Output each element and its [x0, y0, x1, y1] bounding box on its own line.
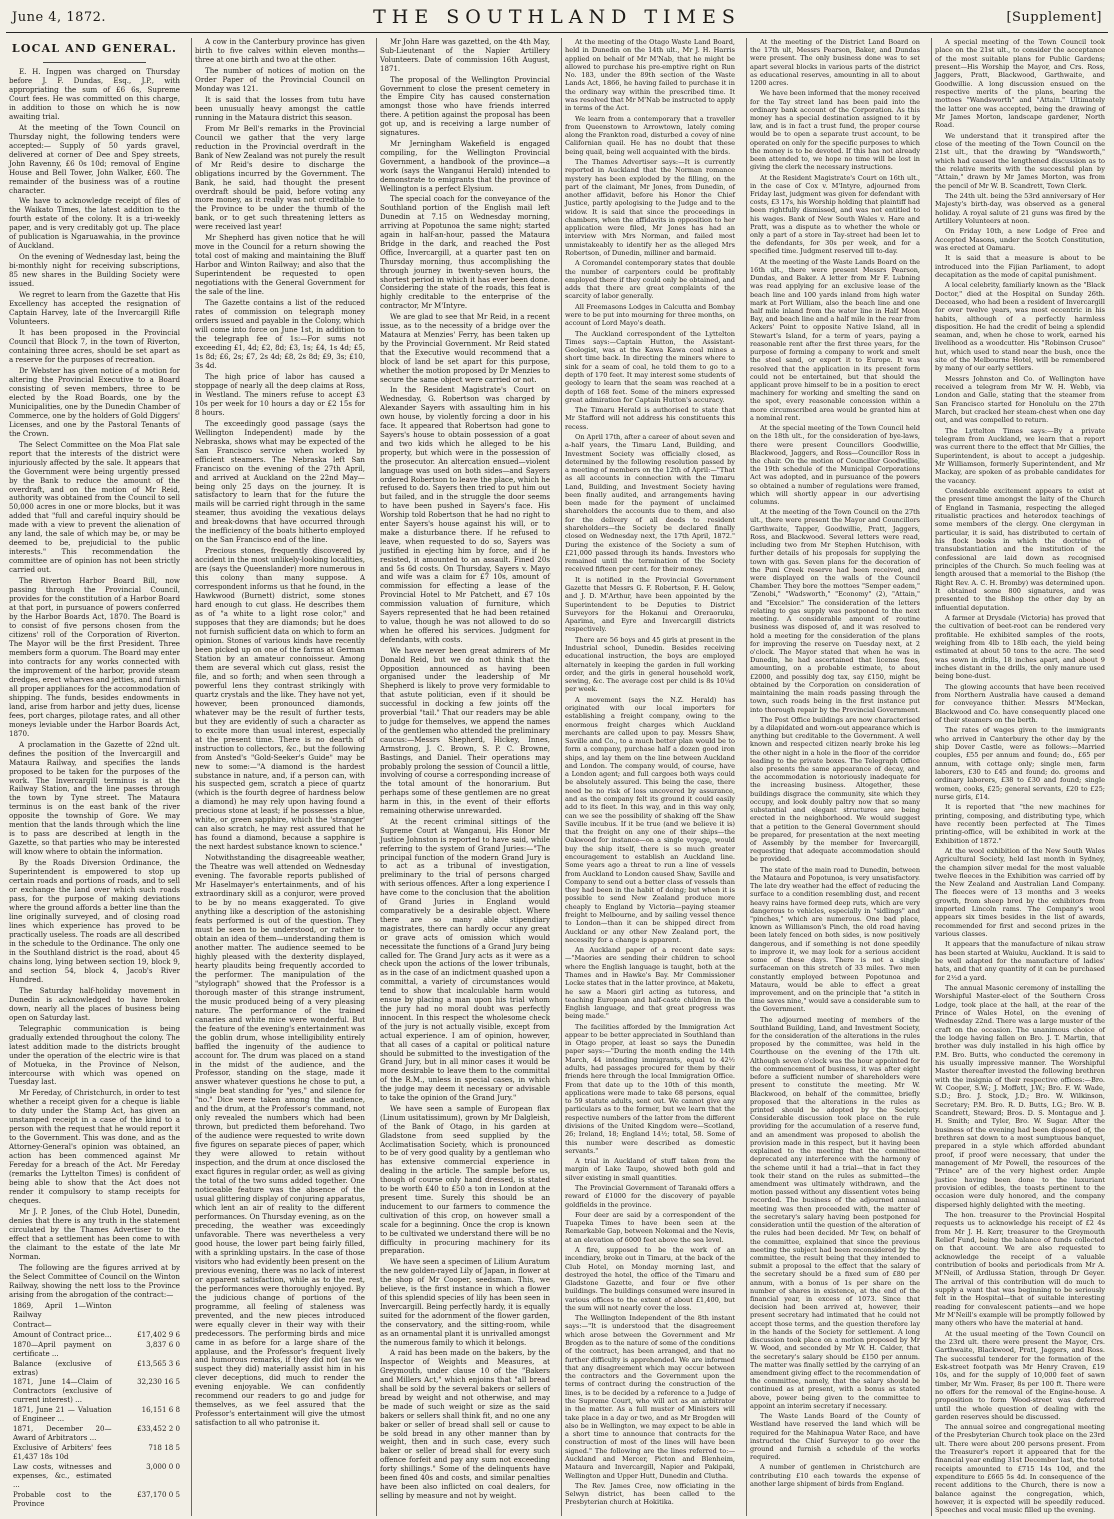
table-item: 1871, June 14—Claim of Contractors (exclusive of current interest) ...	[13, 1377, 112, 1405]
article-paragraph: The annual Masonic ceremony of installing the Worshipful Master-elect of the Southern Cross Lodge, took place at the hall, at the rear of the Prince of Wales Hotel, on the evening of Wednesday 22nd. There was a large muster of the craft on the occasion. The unanimous choice of the lodge having fallen on Bro. J. T. Martin, that brother was duly installed in his high office by P.M. Bro. Butts, who conducted the ceremony in his usually impressive manner. The Worshipful Master thereafter invested the following brethren with the insignia of their respective offices:—Bro. W. Cooper, S.W.; J. Moffett, J.W.; Bro. F. W. Wade, S.D.; Bro. J. Stock, J.D.; Bro. W. Wilkinson, Secretary; P.M. Bro. R. D. Butts, I.G.; Bro. W. B. Scandrett, Steward; Bros. D. S. Montague and J. H. Smith; and Tyler, Bro. W. Sugar. After the business of the evening had been disposed of, the brethren sat down to a most sumptuous banquet, prepared in a style which afforded abundant proof, if proof were necessary, that under the management of Mr Powell, the resources of the "Prince" are of the very highest order. Ample justice having been done to the luxuriant provision of edibles, the toasts pertinent to the occasion were duly honored, and the company dispersed highly delighted with the meeting.	[935, 984, 1105, 1209]
article-paragraph: At the meeting of the Town Council on Thursday night, the following tenders were accepted:— Supply of 50 yards gravel, delivered at corner of Dee and Spey streets, John Ravenny, £6 0s 10d; removal of Engine House and Bell Tower, John Walker, £60. The remainder of the business was of a routine character.	[9, 122, 180, 195]
section-heading: LOCAL AND GENERAL.	[11, 42, 178, 55]
article-paragraph: Considerable excitement appears to exist at the present time amongst the laity of the Church of England in Tasmania, respecting the alleged ritualistic practices and heterodox teachings of some members of the clergy. One clergyman in particular, it is said, has distributed to certain of his flock books in which the doctrine of transubstantiation and the institution of the confessional are laid down as recognised principles of the Church. So much feeling was at length aroused that a memorial to the Bishop (the Right Rev. A. C. H. Bromby) was determined upon. It obtained some 800 signatures, and was presented to the Bishop the other day by an influential deputation.	[935, 487, 1105, 612]
article-paragraph: The number of notices of motion on the Order Paper of the Provincial Council on Monday was 121.	[195, 65, 365, 93]
paragraph-list	[565, 38, 735, 1507]
article-paragraph: The proposal of the Wellington Provincial Government to close the present cemetery in the Empire City has caused consternation amongst those who have friends interred there. A petition against the proposal has been got up, and is receiving a large number of signatures.	[380, 74, 550, 138]
newspaper-title: THE SOUTHLAND TIMES	[373, 6, 741, 28]
table-amount: 16,151 6 8	[141, 1405, 180, 1415]
article-paragraph: A cow in the Canterbury province has given birth to five calves within eleven months—three at one birth and two at the other.	[195, 38, 365, 64]
article-paragraph: Telegraphic communication is being gradually extended throughout the colony. The latest addition made to the districts brought under the operation of the electric wire is that of Motueka, in the Province of Nelson, intercourse with which was opened on Tuesday last.	[9, 1023, 180, 1087]
article-paragraph: The exceedingly good passage (says the Wellington Independent) made by the Nebraska, shows what may be expected of the San Francisco service when worked by efficient steamers. The Nebraska left San Francisco on the evening of the 27th April, and arrived at Auckland on the 22nd May—being only 25 days on the journey. It is satisfactory to learn that for the future the mails will be carried right through in the same steamer, thus avoiding the vexatious delays and break-downs that have occurred through the inefficiency of the boats hitherto employed on the San Francisco end of the line.	[195, 418, 365, 545]
article-paragraph: A fire, supposed to be the work of an incendiary, broke out in Timaru, at the back of the Club Hotel, on Monday morning last, and destroyed the hotel, the office of the Timaru and Gladstone Gazette, and four or five other buildings. The buildings consumed were insured in various offices to the extent of about £1,400, but the sum will not nearly cover the loss.	[565, 1245, 735, 1312]
table-item: Exclusive of Arbiters' fees £1,437 18s 10d	[13, 1443, 112, 1462]
article-paragraph: The Riverton Harbor Board Bill, now passing through the Provincial Council, provides for the constitution of a Harbor Board at that port, in pursuance of powers conferred by the Harbor Boards Act, 1870. The Board is to consist of five persons chosen from the citizens' roll of the Corporation of Riverton. The Mayor will be the first President. Three members form a quorum. The Board may enter into contracts for any works connected with the improvement of the harbor, provide steam dredges, erect wharves and jetties, and furnish all proper appliances for the accommodation of shipping. The funds, besides endowments in land, arise from harbor and jetty dues, license fees, port charges, pilotage rates, and all other moneys leviable under the Harbor Boards Act, 1870.	[9, 576, 180, 738]
table-row	[9, 1378, 180, 1406]
table-amount: £37,170 0 5	[137, 1490, 180, 1500]
column-3	[376, 38, 553, 1516]
paragraph-list	[9, 68, 180, 1300]
article-paragraph: The annual soiree and congregational meeting of the Presbyterian Church took place on the 23rd ult. There were about 200 persons present. From the Treasurer's report it appeared that for the financial year ending 31st December last, the total receipts amounted to £715 14s 10d, and the expenditure to £665 5s 4d. In consequence of the recent additions to the Church, there is now a balance against the congregation, which, however, it is expected will be speedily reduced. Speeches and vocal music filled up the evening.	[935, 1423, 1106, 1515]
article-paragraph: At the Resident Magistrate's Court on 16th ult., in the case of Cox v. M'Intyre, adjourned from Friday last, judgment was given for defendant with costs, £3 17s, his Worship holding that plaintiff had been rightfully dismissed, and was not entitled to his wages. Bank of New South Wales v. Hare and Pratt, was a dispute as to whether the whole or only a part of a store in Tay-street had been let to the defendants, for 30s per week, and for a specified time. Judgment reserved till to-day.	[750, 173, 920, 256]
article-paragraph: We have never been great admirers of Mr Donald Reid, but we do not think that the Opposition announced as having been organised under the leadership of Mr Shepherd is likely to prove very formidable to that astute politician, even if it should be successful in docking a few joints off the proverbial "tail." That our readers may be able to judge for themselves, we append the names of the gentlemen who attended the preliminary caucus:—Messrs Shepherd, Hickey, Innes, Armstrong, J. C. Brown, S. P. C. Browne, Bastings, and Daniel. Their operations may probably prolong the session of Council a little, involving of course a corresponding increase of the total amount of the honorarium. But perhaps some of these gentlemen are no great harm in this, in the event of their efforts remaining otherwise unrewarded.	[380, 645, 550, 816]
article-paragraph: Messrs Johnston and Co. of Wellington have received a telegram from Mr W. H. Webb, via London and Galle, stating that the steamer from San Francisco started for Honolulu on the 27th March, but cracked her steam-chest when one day out, and was compelled to return.	[935, 374, 1105, 425]
article-paragraph: At the meeting of the Town Council on the 27th ult., there were present the Mayor and Councillors Garthwaite, Tapper, Goodwillie, Pratt, Jaggers, Ross, and Blackwood. Several letters were read, including two from Mr Stephen Hutchison, with further details of his proposals for supplying the town with gas. Seven plans for the decoration of the Puni Creek reserve had been received, and were displayed on the walls of the Council Chamber. They bore the mottoes "Semper eadem," "Zenobi," "Wadsworth," "Economy" (2), "Attain," and "Excelsior." The consideration of the letters relating to gas supply was postponed to the next meeting. A considerable amount of routine business was disposed of, and it was resolved to hold a meeting for the consideration of the plans for improving the reserve on Tuesday next, at 2 o'clock. The Mayor stated that when he was in Dunedin, he had ascertained that license fees, amounting, on a probable estimate, to about £2000, and possibly dog tax, say £150, might be obtained by the Corporation on consideration of maintaining the main roads passing through the town, such roads being in the first instance put into thorough repair by the Provincial Government.	[750, 508, 920, 714]
article-paragraph: The facilities afforded by the Immigration Act appear to be better appreciated in Southland than in Otago proper, at least so says the Dunedin paper says:—"During the month ending the 14th March, 44 intending immigrants, equal to 42½ adults, had passages procured for them by their friends here through the local Immigration Office. From that date up to the 10th of this month, applications were made to take 68 persons, equal to 59 statute adults, sent out. We cannot give any particulars as to the former, but we learn that the respective numbers of the latter from the different divisions of the United Kingdom were—Scotland, 26; Ireland, 18; England 14½; total, 58. Some of this number were described as domestic servants."	[565, 1022, 735, 1155]
issue-date: June 4, 1872.	[12, 10, 107, 25]
table-amount: £33,452 2 0	[137, 1424, 180, 1434]
article-paragraph: We understand that it transpired after the close of the meeting of the Town Council on the 21st ult., that the drawing by "Wandsworth," which had caused the lengthened discussion as to the relative merits with the successful plan by "Attain," drawn by Mr James Morton, was from the pencil of Mr W. B. Scandrett, Town Clerk.	[935, 131, 1105, 190]
table-item: 1869, April 1—Winton Railway	[13, 1300, 112, 1319]
article-paragraph: We learn from a contemporary that a traveller from Queenstown to Arrowtown, lately coming along the Frankton road, disturbed a covey of nine Californian quail. He has no doubt that these being quail, being well acquainted with the birds.	[565, 114, 735, 156]
article-paragraph: A number of gentlemen in Christchurch are contributing £10 each towards the expense of another large shipment of birds from England.	[750, 1463, 920, 1488]
supplement-label: [Supplement]	[1006, 10, 1102, 25]
article-paragraph: We have to acknowledge receipt of files of the Waikato Times, the latest addition to the fourth estate of the colony. It is a tri-weekly paper, and is very creditably got up. The place of publication is Ngaruawahia, in the province of Auckland.	[9, 196, 180, 251]
article-paragraph: From Mr Bell's remarks in the Provincial Council we gather that the very large reduction in the Provincial overdraft in the Bank of New Zealand was not purely the result of Mr Reid's desire to discharge the obligations incurred by the Government. The Bank, he said, had thought the present overdraft should be paid, before voting any more money, as it really was not creditable to the Province to be under the thumb of the bank, or to get such threatening letters as were received last year!	[195, 123, 365, 232]
paragraph-list	[935, 38, 1105, 1515]
article-paragraph: At the wool exhibition of the New South Wales Agricultural Society, held last month in Sydney, the champion silver medal for the most valuable twelve fleeces in the Exhibition was carried off by the New Zealand and Australian Land Company. The fleeces were of 13 months and 3 weeks growth, from sheep bred by the exhibitors from imported Lincoln rams. The Company's wool appears six times besides in the list of awards, recommended for first and second prizes in the various classes.	[935, 846, 1105, 939]
article-paragraph: In the Resident Magistrate's Court on Wednesday, G. Robertson was charged by Alexander Sayers with assaulting him in his own house, by violently forcing a door in his face. It appeared that Robertson had gone to Sayers's house to obtain possession of a goat and two kids which he alleged to be his property, but which were in the possession of the prosecutor. An altercation ensued—violent language was used on both sides—and Sayers ordered Robertson to leave the place, which he refused to do. Sayers then tried to put him out but failed, and in the struggle the door seems to have been pushed in Sayers's face. His Worship told Robertson that he had no right to enter Sayers's house against his will, or to make a disturbance there. If he refused to leave, when requested to do so, Sayers was justified in ejecting him by force, and if he resisted, it amounted to an assault. Fined 20s and 5s 6d costs. On Thursday, Sayers v. Mayo and wife was a claim for £7 10s, amount of commission for effecting a lease of the Provincial Hotel to Mr Patchett, and £7 10s commission valuation of furniture, which Sayers represented that he had been retained to value, though he was not allowed to do so when he offered his services. Judgment for defendants, with costs.	[380, 385, 550, 644]
article-paragraph: Four deer are said by a correspondent of the Tuapeka Times to have been seen at the Remarkable Gap, between Nokomai and the Nevis, at an elevation of 6000 feet above the sea level.	[565, 1210, 735, 1244]
table-item: 1870—April payment on certificate ...	[13, 1339, 112, 1358]
article-paragraph: The special coach for the conveyance of the Southland portion of the English mail left Dunedin at 7.15 on Wednesday morning, arriving at Popotunoa the same night; started again in half-an-hour, passed the Mataura Bridge in the dark, and reached the Post Office, Invercargill, at a quarter past ten on Thursday morning, thus accomplishing the through journey in twenty-seven hours, the shortest period in which it has ever been done. Considering the state of the roads, this feat is highly creditable to the enterprise of the contractor, Mr M'Intyre.	[380, 194, 550, 311]
article-paragraph: A movement (says the N.Z. Herald) has originated with our local importers for establishing a freight company, owing to the enormous freight charges which Auckland merchants are called upon to pay. Messrs Shaw, Saville and Co., to a much better plan would be to form a company, purchase half a dozen good iron ships, and lay them on the line between Auckland and London. The company would, of course, have a London agent; and full cargoes both ways could be absolutely assured. This being the case, there need be no risk of loss uncovered by assurance, and as the company felt its ground it could easily add to its fleet. In this way, and in this way only, can we see the possibility of shaking off the Shaw Saville incubus. If it be true (and we believe it is) that the freight on any one of their ships—the Oakwood for instance—on a single voyage, would buy the ship itself, there is so much greater encouragement to establish an Auckland line. Some years ago a threat to run a line of vessels from Auckland to London caused Shaw, Saville and Company to send out a better class of vessels than they had been in the habit of doing; but when it is possible to send New Zealand produce more cheaply to England by Victoria—paying steamer freight to Melbourne, and by sailing vessel thence to London—than it can be shipped direct from Auckland or any other New Zealand port, the necessity for a change is apparent.	[565, 695, 735, 944]
article-paragraph: Mr J. P. Jones, of the Club Hotel, Dunedin, denies that there is any truth in the statement circulated by the Thames Advertiser to the effect that a settlement has been come to with the claimant to the estate of the late Mr Norman.	[9, 1207, 180, 1261]
table-item: Law costs, witnesses and expenses, &c., estimated ...	[13, 1462, 112, 1490]
article-paragraph: On April 17th, after a career of about seven and a-half years, the Timaru Land, Building, and Investment Society was officially closed, as determined by the following resolution passed by a meeting of members on the 12th of April:—"That as all accounts in connection with the Timaru Land, Building, and Investment Society having been finally audited, and arrangements having been made for the payment of unclaimed shareholders the accounts due to them, and also for the delivery of all deeds to resident shareholders—the Society be declared finally closed on Wednesday next, the 17th April, 1872." During the existence of the Society a sum of £21,000 passed through its hands. Investors who remained until the termination of the Society received fifteen per cent. for their money.	[565, 432, 735, 574]
article-paragraph: A Coromandel contemporary states that double the number of carpenters could be profitably employed there if they could only be obtained, and adds that there are great complaints of the scarcity of labor generally.	[565, 259, 735, 301]
table-amount: 32,230 16 5	[137, 1377, 180, 1387]
heading-rule	[43, 62, 146, 63]
table-item: Probable cost to the Province	[13, 1490, 112, 1509]
article-paragraph: A trial in Auckland of stuff taken from the margin of Lake Taupo, showed both gold and silver existing in small quantities.	[565, 1157, 735, 1182]
table-amount	[112, 1302, 180, 1321]
table-item: 1871, December 20—Award of Arbitrators ...	[13, 1424, 112, 1443]
paragraph-list	[195, 38, 365, 1428]
article-paragraph: The rates of wages given to the immigrants who arrived in Canterbury the other day by the ship Dover Castle, were as follows:—Married couples, £55 per annum and found; do., £65 per annum, with cottage only; single men, farm laborers, £30 to £45 and found; do. grooms and ordinary laborers, £38 to £30 and found; single women, cooks, £25; general servants, £20 to £25; nurse girls, £14.	[935, 726, 1105, 801]
table-amount: 3,000 0 0	[146, 1462, 180, 1472]
table-amount: 718 18 5	[148, 1443, 180, 1453]
article-paragraph: The Wellington Independent of the 8th instant says:—"It is understood that the disagreement which arose between the Government and Mr Brogden as to the nature of some of the conditions of the contract, has been arranged, and that no further difficulty is apprehended. We are informed that any disagreement which may occur between the contractors and the Government upon the terms of contract during the construction of the lines, is to be decided by a reference to a Judge of the Supreme Court, who will act as an arbitrator in the matter. As a full muster of Ministers will take place in a day or two, and as Mr Brogden will also be in Wellington, we may expect to be able in a short time to announce that contracts for the construction of most of the lines will have been signed." The following are the lines referred to:—Auckland and Mercer, Picton and Blenheim, Mataura and Invercargill, Napier and Pakipaki, Wellington and Upper Hutt, Dunedin and Clutha.	[565, 1314, 735, 1480]
article-paragraph: The Saturday half-holiday movement in Dunedin is acknowledged to have broken down, nearly all the places of business being open on Saturday last.	[9, 985, 180, 1022]
table-item: 1871, June 21 — Valuation of Engineer ...	[13, 1405, 112, 1424]
article-paragraph: A proclamation in the Gazette of 22nd ult. defines the position of the Invercargill and Mataura Railway, and specifies the lands proposed to be taken for the purposes of the work. The Invercargill terminus is at the Railway Station, and the line passes through the town by Tyne street. The Mataura terminus is on the east bank of the river opposite the township of Gore. We may mention that the lands through which the line is to pass are described at length in the Gazette, so that parties who may be interested will know where to obtain the information.	[9, 739, 180, 857]
article-paragraph: The Auckland correspondent of the Lyttelton Times says:—Captain Hutton, the Assistant-Geologist, was at the Kawa Kawa coal mines a short time back. In directing the miners where to sink for a seam of coal, he told them to go to a depth of 170 feet. It may interest some students of geology to learn that the seam was reached at a depth of 168 feet. Some of the miners expressed great admiration for Captain Hutton's accuracy.	[565, 329, 735, 404]
article-paragraph: It is notified in the Provincial Government Gazette that Messrs G. F. Robertson, F. H. Gelow, and J. D. M'Arthur, have been appointed by the Superintendent to be Deputies to District Surveyors for the Hokanui and Oreraoruku, Aparima, and Eyre and Invercargill districts respectively.	[565, 575, 735, 634]
article-paragraph: It is said that the losses from tutu have been unusually heavy amongst the cattle running in the Mataura district this season.	[195, 94, 365, 122]
article-paragraph: The Post Office buildings are now characterised by a dilapidated and worn-out appearance which is anything but creditable to the Government. A well known and respected citizen nearly broke his leg the other night in a hole in the floor of the corridor leading to the private boxes. The Telegraph Office also presents the same appearance of decay, and the accommodation is notoriously inadequate for the increasing business. Altogether, these buildings disgrace the community, site which they occupy, and look doubly paltry now that so many substantial and elegant structures are being erected in the neighborhood. We would suggest that a petition to the General Government should be prepared, for presentation at the next meeting of Assembly by the member for Invercargill, requesting that adequate accommodation should be provided.	[750, 715, 920, 864]
article-paragraph: We regret to learn from the Gazette that His Excellency has accepted the resignation of Captain Harvey, late of the Invercargill Rifle Volunteers.	[9, 290, 180, 327]
article-paragraph: The Lyttelton Times says:—By a private telegram from Auckland, we learn that a report was current there to the effect that Mr Gillies, the Superintendent, is about to accept a judgeship. Mr Williamson, formerly Superintendent, and Mr Mackay, are spoken of as probable candidates for the vacancy.	[935, 426, 1105, 485]
table-row	[9, 1463, 180, 1491]
article-paragraph: At the special meeting of the Town Council held on the 18th ult., for the consideration of bye-laws, there were present Councillors Goodwillie, Blackwood, Jaggers, and Ross—Councillor Ross in the chair. On the motion of Councillor Goodwillie, the 19th schedule of the Municipal Corporations Act was adopted, and in pursuance of the powers so obtained a number of regulations were framed, which will shortly appear in our advertising columns.	[750, 424, 920, 507]
article-paragraph: The Gazette contains a list of the reduced rates of commission on telegraph money orders issued and payable in the Colony, which will come into force on June 1st, in addition to the telegraph fee of 1s:—For sums not exceeding £1, 4d; £2, 8d; £3, 1s; £4, 1s 4d; £5, 1s 8d; £6, 2s; £7, 2s 4d; £8, 2s 8d; £9, 3s; £10, 3s 4d.	[195, 298, 365, 370]
article-paragraph: At the meeting of the Waste Lands Board on the 16th ult., there were present Messrs Pearson, Dundas, and Baker. A letter from Mr F. Lubning was read applying for an exclusive lease of the beach line and 100 yards inland from high water mark at Port William, also the beach line and one half mile inland from the water line in Half Moon Bay, and beach line and a half mile in the rear from Ackers' Point to opposite Native Island, all in Stewart's Island, for a term of years, paying a reasonable rent after the first three years, for the purpose of forming a company to work and smelt the steel sand, or export it to Europe. It was resolved that the application in its present form could not be entertained, but that should the applicant prove himself to be in a position to erect machinery for working and smelting the sand on the spot, every reasonable concession within a more circumscribed area would be granted him at a nominal rent.	[750, 257, 920, 422]
article-paragraph: On the evening of Wednesday last, being the bi-monthly night for receiving subscriptions, 85 new shares in the Building Society were issued.	[9, 252, 180, 289]
table-item: Contract—	[13, 1319, 52, 1329]
article-paragraph: We have been informed that the money received for the Tay street land has been paid into the ordinary bank account of the Corporation. As this money has a special destination assigned to it by law, and is in fact a trust fund, the proper course would be to open a separate trust account, to be operated on only for the specific purposes to which the money is to be devoted. If this has not already been attended to, we hope no time will be lost in giving the clerk the necessary instructions.	[750, 89, 920, 172]
article-paragraph: The Thames Advertiser says:—It is currently reported in Auckland that the Norman romance mystery has been exploded by the filling, on the part of the claimant, Mr Jones, from Dunedin, of another affidavit, before his Honor the Chief Justice, partly apologising to the Judge and to the widow. It is said that since the proceedings in chambers, when the affidavits in opposition to her application were filed, Mr Jones has had an interview with Mrs Norman, and failed most unmistakeably to identify her as the alleged Mrs Robertson, of Dunedin, milliner and barmaid.	[565, 157, 735, 258]
article-paragraph: A raid has been made on the bakers, by the Inspector of Weights and Measures, at Greymouth, under clause 10 of the "Bakers and Millers Act," which enjoins that "all bread shall be sold by the several bakers or sellers of bread by weight and not otherwise, and may be made of such weight or size as the said bakers or sellers shall think fit, and no one any baker or seller of bread shall sell or cause to be sold bread in any other manner than by weight, then and in such case, every such baker or seller of bread shall for every such offence forfeit and pay any sum not exceeding forty shillings." Some of the delinquents have been fined 40s and costs, and similar penalties have been also inflicted on coal dealers, for selling by measure and not by weight.	[380, 1348, 550, 1500]
article-paragraph: All Freemasons Lodges in Calcutta and Bombay were to be put into mourning for three months, on account of Lord Mayo's death.	[565, 302, 735, 328]
table-row	[9, 1302, 180, 1321]
article-columns	[6, 38, 1108, 1516]
article-paragraph: The 24th ult. being the 53rd anniversary of Her Majesty's birth-day, was observed as a general holiday. A royal salute of 21 guns was fired by the Artillery Volunteers at noon.	[935, 191, 1105, 225]
paragraph-list	[750, 38, 920, 1488]
table-item: Balance (exclusive of extras)	[13, 1358, 112, 1377]
article-paragraph: The state of the main road to Dunedin, between the Mataura and Popotunoa, is very unsatisfactory. The late dry weather had the effect of reducing the surface to a condition resembling dust, and recent heavy rains have formed deep ruts, which are very dangerous to vehicles, especially in "sidlings" and "pinches," which are numerous. One bad place, known as Williamson's Pinch, the old road having been lately fenced on both sides, is now positively dangerous, and if something is not done speedily to improve it, we may look for a serious accident some of these days. There is not a single surfaceman on this stretch of 33 miles. Two men constantly employed between Popotunoa and Mataura, would be able to effect a great improvement, and on the principle that "a stitch in time saves nine," would save a considerable sum to the Government.	[750, 865, 920, 1014]
article-paragraph: The adjourned meeting of members of the Southland Building, Land, and Investment Society, for the consideration of the alterations in the rules proposed by the committee, was held in the Courthouse on the evening of the 17th ult. Although seven o'clock was the hour appointed for the commencement of business, it was after eight before a sufficient number of shareholders were present to constitute the meeting. Mr W. Blackwood, on behalf of the committee, briefly proposed that the alterations in the rules as printed should be adopted by the Society. Considerable discussion took place on the rule providing for the accumulation of a reserve fund, and an amendment was proposed to abolish the provision made in this respect, but it having been explained to the meeting that the committee deprecated any interference with the harmony of the scheme until it had a trial—that in fact they took their stand on the rules as submitted—the amendment was ultimately withdrawn, and the motion passed without any dissentient votes being recorded. The business of the adjourned annual meeting was then proceeded with, the matter of the secretary's salary having been postponed for consideration until the question of the alteration of the rules had been decided. Mr Tew, on behalf of the committee, explained that since the previous meeting the subject had been reconsidered by the committee, the result being that they intended to submit a proposal to the effect that the salary of the secretary should be a fixed sum of £80 per annum, with a bonus of 1s per share on the number of shares in existence, at the end of the financial year, in excess of 1073. Since that decision had been arrived at, however, their present secretary had intimated that he could not accept those terms, and the question therefore lay in the hands of the Society for settlement. A long discussion took place on a motion proposed by Mr W. Wood, and seconded by Mr W. H. Calder, that the secretary's salary should be £150 per annum. The matter was finally settled by the carrying of an amendment giving effect to the recommendation of the committee, namely, that the salary should be continued as at present, with a bonus as stated above, power being given to the committee to appoint an interim secretary if necessary.	[750, 1015, 920, 1410]
column-2	[191, 38, 368, 1516]
column-5	[746, 38, 923, 1516]
table-item: Amount of Contract price...	[13, 1329, 112, 1339]
article-paragraph: It is said that a measure is about to be introduced into the Fijian Parliament, to adopt decapitation as the mode of capital punishment.	[935, 254, 1105, 279]
article-paragraph: Precious stones, frequently discovered by accident in the most unlikely-looking localities, are (says the Queenslander) more numerous in this colony than many suppose. A correspondent informs us that he found, in the Hawkwood (Burnett) district, some stones hard enough to cut glass. He describes them as of "a white to a light rose color," and supposes that they are diamonds; but he does not furnish sufficient data on which to form an opinion. Stones of various kinds have recently been picked up on one of the farms at German Station by an amateur connoisseur. Among them are several which cut glass, resist the file, and so forth; and when seen through a powerful lens they contrast strikingly with quartz crystals and the like. They have not yet, however, been pronounced diamonds, whatever may be the result of further tests, but they are evidently of such a character as to excite more than usual interest, especially at the present time. There is no dearth of instruction to collectors, &c., but the following from Ansted's "Gold-Seeker's Guide" may be new to some:—"A diamond is the hardest substance in nature, and, if a person can, with his suspected gem, scratch a piece of quartz (which is the fourth degree of hardness below a diamond) he may rely upon having found a precious stone at least; if he possesses a blue, white, or green sapphire, which the 'stranger' can also scratch, he may rest assured that he has found a diamond, because a sapphire is the next hardest substance known to science."	[195, 546, 365, 852]
article-paragraph: An Auckland paper of a recent date says:—"Maories are sending their children to school where the English language is taught, both at the Thames and in Hawke's Bay. Mr Commissioner Locke states that in the latter province, at Maketu, he saw a Maori girl acting as tutoress, and teaching European and half-caste children in the English language, and that great progress was being made."	[565, 946, 735, 1021]
article-paragraph: A local celebrity, familiarly known as the "Black Doctor," died at the Hospital on Sunday 26th. Deceased, who had been a resident of Invercargill for over twelve years, was most eccentric in his habits, although of a perfectly harmless disposition. He had the credit of being a splendid seaman, and, when he chose to work, earned his livelihood as a woodcutter. His "Robinson Crusoe" hut, which used to stand near the bush, once the site of the Melbourne Hotel, will be remembered by many of our early settlers.	[935, 281, 1105, 373]
article-paragraph: Mr Shepherd has given notice that he will move in the Council for a return showing the total cost of making and maintaining the Bluff Harbor and Winton Railway; and also that the Superintendent be requested to open negotiations with the General Government for the sale of the line.	[195, 233, 365, 297]
paragraph-list	[380, 38, 550, 1501]
article-paragraph: The glowing accounts that have been received from Northern Australia have caused a demand for conveyance thither. Messrs M'Meckan, Blackwood and Co. have consequently placed one of their steamers on the berth.	[935, 682, 1105, 724]
table-amount: £17,402 9 6	[137, 1329, 180, 1339]
article-paragraph: The Waste Lands Board of the County of Westland have reserved the land which will be required for the Mahinapua Water Race, and have instructed the Chief Surveyor to go over the ground and furnish a schedule of the works required.	[750, 1412, 920, 1462]
article-paragraph: The Provincial Government of Taranaki offers a reward of £1000 for the discovery of payable goldfields in the province.	[565, 1183, 735, 1209]
article-paragraph: Mr John Hare was gazetted, on the 4th May, Sub-Lieutenant of the Napier Artillery Volunteers. Date of commission 16th August, 1871.	[380, 38, 550, 73]
article-paragraph: We have seen a sample of European flax (Linum usitatissimum), grown by Mr Dalgleish, of the Bank of Otago, in his garden at Gladstone from seed supplied by the Acclimatisation Society, which is pronounced to be of very good quality by a gentleman who has extensive commercial experience in dealing in the article. The sample before us, though of course only hand dressed, is stated to be worth £40 to £50 a ton in London at the present time. Surely this should be an inducement to our farmers to commence the cultivation of this crop, on however small a scale for a beginning. Once the crop is known to be cultivated we understand there will be no difficulty in procuring machinery for its preparation.	[380, 1103, 550, 1256]
article-paragraph: A special meeting of the Town Council took place on the 21st ult., to consider the acceptance of the most suitable plans for Public Gardens; present—His Worship the Mayor, and Crs. Ross, Jaggers, Pratt, Blackwood, Garthwaite, and Goodwillie. A long discussion ensued on the respective merits of the plans, bearing the mottoes "Wandsworth" and "Attain." Ultimately the latter one was accepted, being the drawing of Mr James Morton, landscape gardener, North Road.	[935, 38, 1105, 130]
article-paragraph: A farmer at Drysdale (Victoria) has proved that the cultivation of beet-root can be rendered very profitable. He exhibited samples of the roots, weighing from 4lb to 18lb each, the yield being estimated at about 50 tons to the acre. The seed was sown in drills, 18 inches apart, and about 9 inches distant in the drills, the only manure used being bone-dust.	[935, 613, 1105, 681]
article-paragraph: We have seen a specimen of Lilium Auratum the new golden-rayed Lily of Japan, in flower at the shop of Mr Cooper, seedsman. This, we believe, is the first instance in which a flower of this splendid species of lily has been seen in Invercargill. Being perfectly hardy, it is equally suited for the adornment of the flower garden, the conservatory, and the sitting-room, while as an ornamental plant it is unrivalled amongst the numerous family to which it belongs.	[380, 1257, 550, 1347]
article-paragraph: The following are the figures arrived at by the Select Committee of Council on the Winton Railway, showing the nett loss to the Province arising from the abrogation of the contract:—	[9, 1262, 180, 1299]
article-paragraph: The Rev. James Cree, now officiating in the Selwyn district, has been called to the Presbyterian church at Hokitika.	[565, 1481, 735, 1507]
masthead	[6, 4, 1108, 33]
article-paragraph: Mr Fereday, of Christchurch, in order to test whether a receipt given for a cheque is liable to duty under the Stamp Act, has given an unstamped receipt in a case of the kind to a person with the request that he would report it to the Government. This was done, and as the Attorney-General's opinion was obtained, an action has been commenced against Mr Fereday for a breach of the Act. Mr Fereday (remarks the Lyttelton Times) is confident of being able to show that the Act does not render it compulsory to stamp receipts for cheques.	[9, 1088, 180, 1206]
table-amount: £13,565 3 6	[137, 1358, 180, 1368]
winton-railway-table	[9, 1302, 180, 1510]
article-paragraph: It has been proposed in the Provincial Council that Block 7, in the town of Riverton, containing three acres, should be set apart as a reserve for the purposes of recreation.	[9, 328, 180, 364]
table-row	[9, 1444, 180, 1463]
article-paragraph: It appears that the manufacture of nikau straw has been started at Waiuku, Auckland. It is said to be well adapted for the manufacture of ladies' hats, and that any quantity of it can be purchased for 2½d a yard.	[935, 940, 1105, 982]
article-paragraph: On Friday 10th, a new Lodge of Free and Accepted Masons, under the Scotch Constitution, was erected at Oamaru.	[935, 227, 1105, 252]
table-row	[9, 1341, 180, 1360]
article-paragraph: At the recent criminal sittings of the Supreme Court at Wanganui, His Honor Mr Justice Johnston is reported to have said, while referring to the system of Grand Juries:—"The principal function of the modern Grand Jury is to act as a tribunal of investigation, preliminary to the trial of persons charged with serious offences. After a long experience I have come to the conclusion that the abolition of Grand Juries in England would comparatively be a desirable object. Where there are so many able stipendiary magistrates, there can hardly occur any great or grave acts of omission which would necessitate the functions of a Grand Jury being called for. The Grand Jury acts as it were as a check upon the actions of the lower tribunals, as in the case of an indictment quashed upon a committal, a variety of circumstances would tend to show that incalculable harm would ensue by placing a man upon his trial whom the jury had no moral doubt was perfectly innocent. In this respect the wholesome check of the jury is not actually visible, except from actual experience. I am of opinion, however, that all cases of a capital or political nature should be submitted to the investigation of the Grand Jury, but in all minor cases it would be more desirable to leave them to the committal of the R.M., unless in special cases, in which the judge may deem it necessary or advisable to take the opinion of the Grand Jury."	[380, 816, 550, 1103]
column-1	[6, 38, 183, 1516]
article-paragraph: Notwithstanding the disagreeable weather, the Theatre was well attended on Wednesday evening. The favorable reports published of Mr Haselmayer's entertainments, and of his extraordinary skill as a conjuror, were proved to be by no means exaggerated. To give anything like a description of the astonishing feats performed is out of the question. They must be seen to be understood, or rather to obtain an idea of them—understanding them is another matter. The audience seemed to be highly pleased with the dexterity displayed, hearty plaudits being frequently accorded to the performer. The manipulation of the "stylograph" showed that the Professor is a thorough master of this strange instrument, the music produced being of a very pleasing nature. The performance of the trained canaries and white mice were wonderful. But the feature of the evening's entertainment was the goblin drum, whose intelligibility entirely baffled the ingenuity of the audience to account for. The drum was placed on a stand in the midst of the audience, and the Professor, standing on the stage, made it answer whatever questions he chose to put, a single beat standing for "yes," and silence for "no." Dice were taken among the audience, and the drum, at the Professor's command, not only revealed the numbers which had been thrown, but predicted them beforehand. Two of the audience were requested to write down five figures on separate pieces of paper, which they were allowed to retain without inspection, and the drum at once disclosed the exact figures in regular order, as well as giving the total of the two sums added together. One noticeable feature was the absence of the usual glittering display of conjuring apparatus, which lent an air of reality to the different performances. On Thursday evening, as on the preceding, the weather was exceedingly unfavorable. There was nevertheless a very good house, the lower part being fairly filled, with a sprinkling upstairs. In the case of those visitors who had evidently been present on the previous evening, there was no lack of interest or apparent satisfaction, while as to the rest, the performances were thoroughly enjoyed. By the judicious change of portions of the programme, all feeling of staleness was prevented, and the new pieces introduced were equally clever in their way with their predecessors. The performing birds and mice came in as before for a large share of the applause, and the Professor's frequent lively and humorous remarks, if they did not (as we suspect they did) materially assist him in his clever deceptions, did much to render the evening enjoyable. We can confidently recommend our readers to go and judge for themselves, as we feel assured that the Professor's entertainment will give the utmost satisfaction to all who patronise it.	[195, 853, 365, 1428]
table-row	[9, 1360, 180, 1379]
table-row	[9, 1425, 180, 1444]
column-4	[561, 38, 738, 1516]
article-paragraph: At the meeting of the District Land Board on the 17th ult, Messrs Pearson, Baker, and Dundas were present. The only business done was to set apart several blocks in various parts of the district as educational reserves, amounting in all to about 1200 acres.	[750, 38, 920, 88]
table-amount: 3,837 6 0	[146, 1339, 180, 1349]
table-row	[9, 1491, 180, 1510]
article-paragraph: E. H. Ingpen was charged on Thursday before J. F. Dundas, Esq., J.P., with appropriating the sum of £6 6s, Supreme Court fees. He was committed on this charge, in addition to those on which he is now awaiting trial.	[9, 66, 180, 121]
article-paragraph: Dr Webster has given notice of a motion for altering the Provincial Executive to a Board consisting of seven members, three to be elected by the Road Boards, one by the Municipalities, one by the Dunedin Chamber of Commerce, one by the holders of Gold Diggers' Licenses, and one by the Pastoral Tenants of the Crown.	[9, 365, 180, 438]
article-paragraph: The Timaru Herald is authorised to state that Mr Stafford will not address his constituents this recess.	[565, 406, 735, 431]
article-paragraph: By the Roads Diversion Ordinance, the Superintendent is empowered to stop up certain roads and portions of roads, and to sell or exchange the land over which such roads pass, for the purpose of making deviations where the ground affords a better line than the line originally surveyed, and of closing road lines which experience has proved to be practically useless. The roads are all described in the schedule to the Ordinance. The only one in the Southland district is the road, about 45 chains long, lying between section 19, block 9, and section 54, block 4, Jacob's River Hundred.	[9, 858, 180, 984]
article-paragraph: We are glad to see that Mr Reid, in a recent issue, as to the necessity of a bridge over the Mataura at Menzies' Ferry, has been taken up by the Provincial Government. Mr Reid stated that the Executive would recommend that a block of land be set apart for this purpose, whether the motion proposed by Dr Menzies to secure the same object were carried or not.	[380, 312, 550, 384]
column-6	[931, 38, 1108, 1516]
article-paragraph: There are 56 boys and 45 girls at present in the Industrial school, Dunedin. Besides receiving educational instruction, the boys are employed alternately in keeping the garden in full working order, and the girls in general household work, sewing, &c. The average cost per child is 8s 10¼d per week.	[565, 635, 735, 694]
article-paragraph: At the meeting of the Otago Waste Land Board, held in Dunedin on the 14th ult., Mr J. H. Harris applied on behalf of Mr M'Nab, that he might be allowed to purchase his pre-emptive right on Run No. 183, under the 89th section of the Waste Lands Act, 1866, he having failed to purchase it in the ordinary way within the prescribed time. It was resolved that Mr M'Nab be instructed to apply in terms of the Act.	[565, 38, 735, 113]
article-paragraph: Mr Jerningham Wakefield is engaged compiling, for the Wellington Provincial Government, a handbook of the province—a work (says the Wanganui Herald) intended to demonstrate to emigrants that the province of Wellington is a perfect Elysium.	[380, 138, 550, 193]
article-paragraph: At the usual meeting of the Town Council on the 23rd ult. there were present the Mayor, Crs. Garthwaite, Blackwood, Pratt, Jaggers, and Ross. The successful tenderer for the formation of the Esk-street footpath was Mr Henry Craven, £19 10s, and for the supply of 10,000 feet of sawn timber, Mr Wm. Fraser, 8s per 100 ft. There were no offers for the removal of the Engine-house. A proposition to form Wood-street was deferred until the whole question of dealing with the garden reserves should be discussed.	[935, 1329, 1105, 1421]
article-paragraph: The Select Committee on the Moa Flat sale report that the interests of the district were injuriously affected by the sale. It appears that the Government were being urgently pressed by the Bank to reduce the amount of the overdraft, and on the motion of Mr Reid, authority was obtained from the Council to sell 50,000 acres in one or more blocks, but it was added that "full and careful inquiry should be made with a view to prevent the alienation of any land, the sale of which may be, or may be deemed to be, prejudicial to the public interests." This recommendation the committee are of opinion has not been strictly carried out.	[9, 439, 180, 575]
article-paragraph: It is reported that "the new machines for printing, composing, and distributing type, which have recently been perfected at The Times printing-office, will be exhibited in work at the Exhibition of 1872."	[935, 803, 1105, 845]
article-paragraph: The high price of labor has caused a stoppage of nearly all the deep claims at Ross, in Westland. The miners refuse to accept £3 10s per week for 10 hours a day or £2 15s for 8 hours.	[195, 371, 365, 417]
table-row	[9, 1406, 180, 1425]
article-paragraph: The hon. treasurer to the Provincial Hospital requests us to acknowledge his receipt of £2 4s from Mr J. H. Kerr, treasurer to the Greymouth Relief Fund, being the balance of funds collected on that account. We are also requested to acknowledge the receipt of a valuable contribution of books and periodicals from Mr A. M'Neill, of Ardlussa Station, through Dr Geyer. The arrival of this contribution will do much to supply a want that was beginning to be seriously felt in the Hospital—that of suitable interesting reading for convalescent patients—and we hope Mr M'Neill's example will be promptly followed by many others who have the material at hand.	[935, 1210, 1105, 1328]
